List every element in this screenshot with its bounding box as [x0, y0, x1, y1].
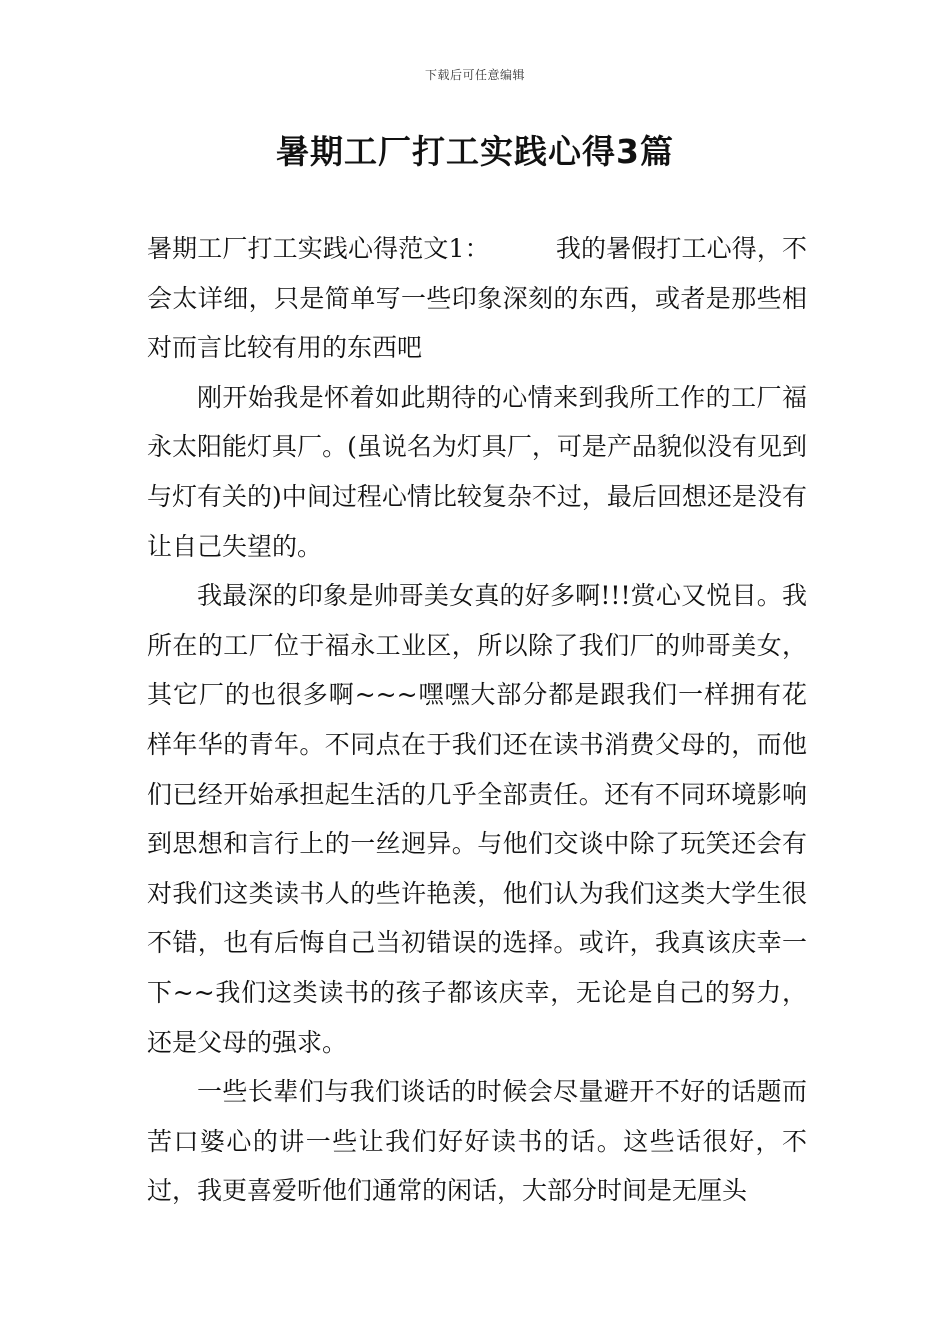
paragraph-1: 刚开始我是怀着如此期待的心情来到我所工作的工厂福永太阳能灯具厂。(虽说名为灯具厂，可是产品貌似没有见到与灯有关的)中间过程心情比较复杂不过，最后回想还是没有让自己失望的。	[147, 382, 807, 561]
paragraph-2: 我最深的印象是帅哥美女真的好多啊!!!赏心又悦目。我所在的工厂位于福永工业区，所以除了我们厂的帅哥美女，其它厂的也很多啊~~~嘿嘿大部分都是跟我们一样拥有花样年华的青年。不同点在于我们还在读书消费父母的，而他们已经开始承担起生活的几乎全部责任。还有不同环境影响到思想和言行上的一丝迥异。与他们交谈中除了玩笑还会有对我们这类读书人的些许艳羡，他们认为我们这类大学生很不错，也有后悔自己当初错误的选择。或许，我真该庆幸一下~~我们这类读书的孩子都该庆幸，无论是自己的努力，还是父母的强求。	[147, 581, 807, 1057]
document-title: 暑期工厂打工实践心得3篇	[276, 132, 674, 171]
document-body	[147, 224, 807, 1216]
paragraph-3: 一些长辈们与我们谈话的时候会尽量避开不好的话题而苦口婆心的讲一些让我们好好读书的话。这些话很好，不过，我更喜爱听他们通常的闲话，大部分时间是无厘头	[147, 1077, 807, 1206]
intro-paragraph	[147, 224, 807, 373]
header-note: 下载后可任意编辑	[424, 68, 525, 82]
intro-text: 我的暑假打工心得，不会太详细，只是简单写一些印象深刻的东西，或者是那些相对而言比较有用的东西吧	[147, 234, 807, 363]
intro-label: 暑期工厂打工实践心得范文1：	[147, 234, 490, 263]
